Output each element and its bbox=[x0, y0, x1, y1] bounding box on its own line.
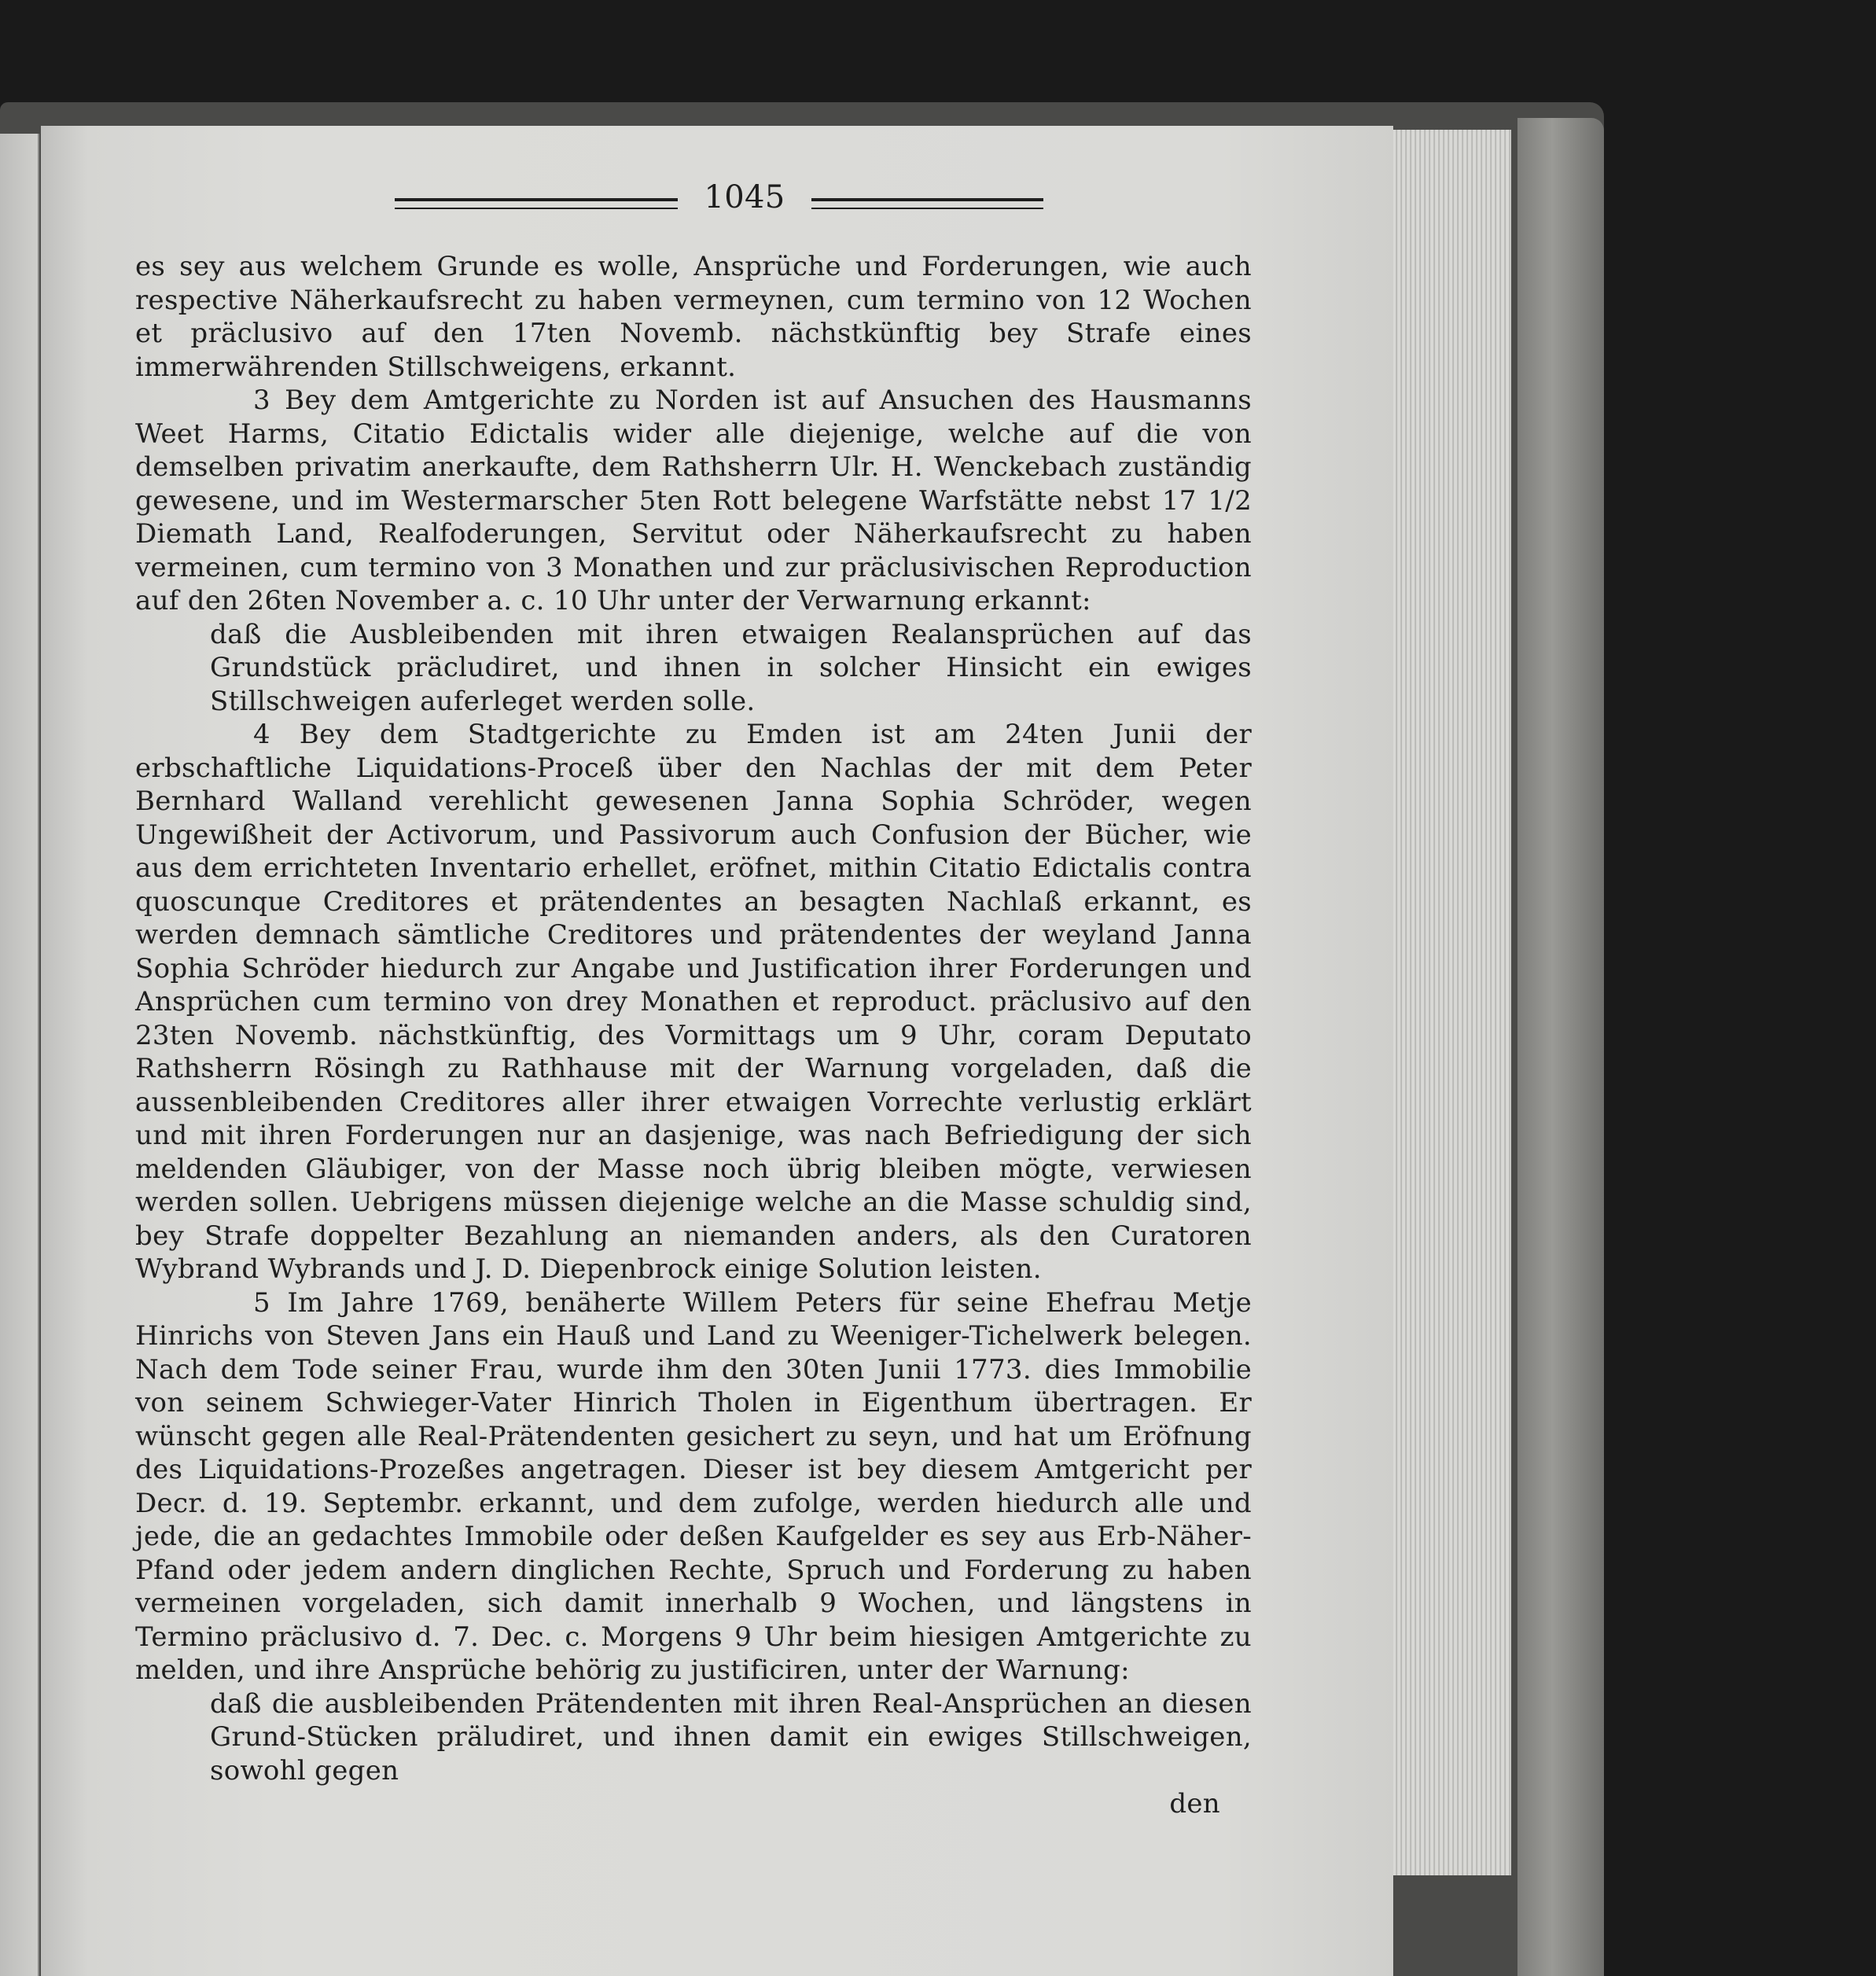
page-content bbox=[135, 181, 1252, 1821]
book-page bbox=[41, 126, 1393, 1976]
paragraph-4: 4 Bey dem Stadtgerichte zu Emden ist am 24ten Junii der erbschaftliche Liquidations-Proceß über den Nachlas der mit dem Peter Bernhard Walland verehlicht gewesenen Janna Sophia Schröder, wegen Ungewißheit der Activorum, und Passivorum auch Confusion der Bücher, wie aus dem errichteten Inventario erhellet, eröfnet, mithin Citatio Edictalis contra quoscunque Creditores et prätendentes an besagten Nachlaß erkannt, es werden demnach sämtliche Creditores und prätendentes der weyland Janna Sophia Schröder hiedurch zur Angabe und Justification ihrer Forderungen und Ansprüchen cum termino von drey Monathen et reproduct. präclusivo auf den 23ten Novemb. nächstkünftig, des Vormittags um 9 Uhr, coram Deputato Rathsherrn Rösingh zu Rathhause mit der Warnung vorgeladen, daß die aussenbleibenden Creditores aller ihrer etwaigen Vorrechte verlustig erklärt und mit ihren Forderungen nur an dasjenige, was nach Befriedigung der sich meldenden Gläubiger, von der Masse noch übrig bleiben mögte, verwiesen werden sollen. Uebrigens müssen diejenige welche an die Masse schuldig sind, bey Strafe doppelter Bezahlung an niemanden anders, als den Curatoren Wybrand Wybrands und J. D. Diepenbrock einige Solution leisten. bbox=[135, 719, 1252, 1285]
catchword: den bbox=[1169, 1788, 1220, 1820]
paragraph-3: 3 Bey dem Amtgerichte zu Norden ist auf Ansuchen des Hausmanns Weet Harms, Citatio Edictalis wider alle diejenige, welche auf die von demselben privatim anerkaufte, dem Rathsherrn Ulr. H. Wenckebach zuständig gewesene, und im Westermarscher 5ten Rott belegene Warfstätte nebst 17 1/2 Diemath Land, Realfoderungen, Servitut oder Näherkaufsrecht zu haben vermeinen, cum termino von 3 Monathen und zur präclusivischen Reproduction auf den 26ten November a. c. 10 Uhr unter der Verwarnung erkannt: bbox=[135, 385, 1252, 616]
header-rule-left bbox=[395, 198, 678, 209]
paragraph-5: 5 Im Jahre 1769, benäherte Willem Peters für seine Ehefrau Metje Hinrichs von Steven Jans ein Hauß und Land zu Weeniger-Tichelwerk belegen. Nach dem Tode seiner Frau, wurde ihm den 30ten Junii 1773. dies Immobilie von seinem Schwieger-Vater Hinrich Tholen in Eigenthum übertragen. Er wünscht gegen alle Real-Prätendenten gesichert zu seyn, und hat um Eröfnung des Liquidations-Prozeßes angetragen. Dieser ist bey diesem Amtgericht per Decr. d. 19. Septembr. erkannt, und dem zufolge, werden hiedurch alle und jede, die an gedachtes Immobile oder deßen Kaufgelder es sey aus Erb-Näher-Pfand oder jedem andern dinglichen Rechte, Spruch und Forderung zu haben vermeinen vorgeladen, sich damit innerhalb 9 Wochen, und längstens in Termino präclusivo d. 7. Dec. c. Morgens 9 Uhr beim hiesigen Amtgerichte zu melden, und ihre Ansprüche behörig zu justificiren, unter der Warnung: bbox=[135, 1286, 1252, 1686]
cover-edge bbox=[1517, 118, 1604, 1976]
facing-page-edge bbox=[0, 134, 39, 1976]
paragraph-3-warning: daß die Ausbleibenden mit ihren etwaigen Realansprüchen auf das Grundstück präcludiret, und ihnen in solcher Hinsicht ein ewiges Stillschweigen auferleget werden solle. bbox=[210, 618, 1252, 717]
page-number: 1045 bbox=[704, 179, 785, 215]
page-header bbox=[135, 181, 1252, 228]
paragraph-continuation: es sey aus welchem Grunde es wolle, Ansprüche und Forderungen, wie auch respective Näherkaufsrecht zu haben vermeynen, cum termino von 12 Wochen et präclusivo auf den 17ten Novemb. nächstkünftig bey Strafe eines immerwährenden Stillschweigens, erkannt. bbox=[135, 251, 1252, 383]
header-rule-right bbox=[811, 198, 1043, 209]
paragraph-5-warning: daß die ausbleibenden Prätendenten mit ihren Real-Ansprüchen an diesen Grund-Stücken präludiret, und ihnen damit ein ewiges Stillschweigen, sowohl gegen bbox=[210, 1687, 1252, 1786]
page-block-edges bbox=[1392, 130, 1511, 1875]
